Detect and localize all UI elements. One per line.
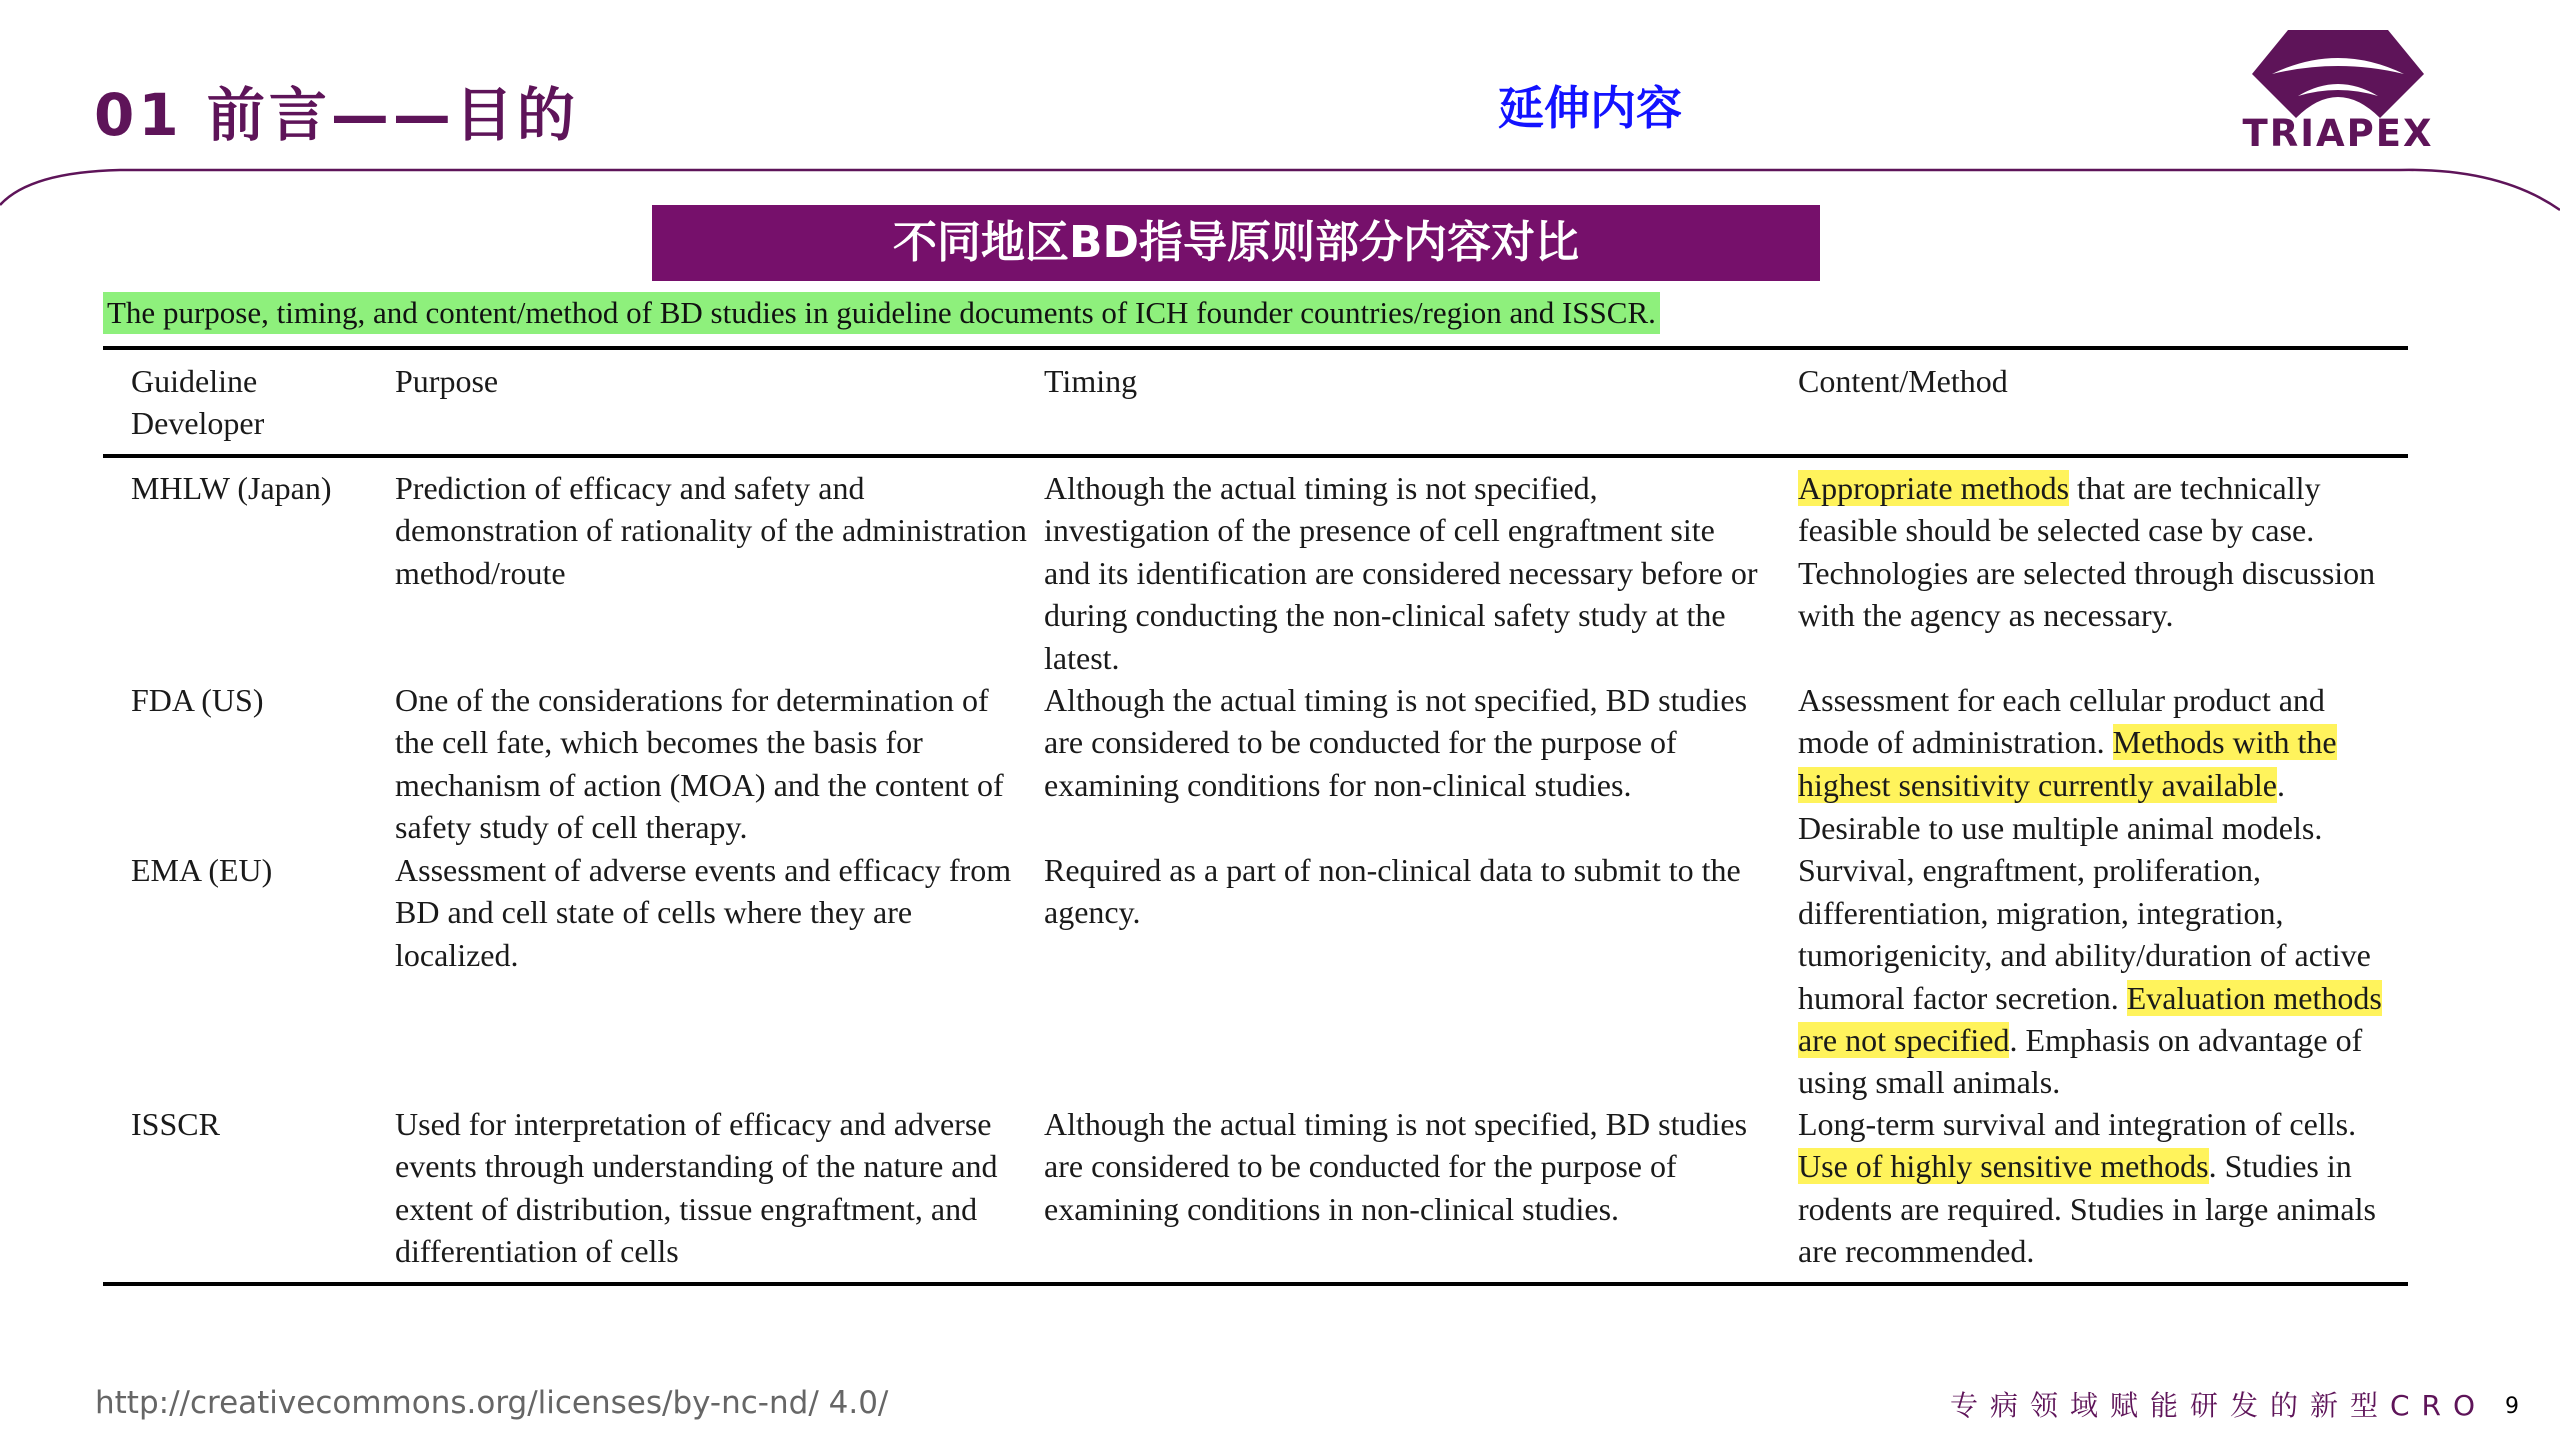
row-ema-developer: EMA (EU) bbox=[131, 852, 273, 888]
row-mhlw-timing: Although the actual timing is not specified, investigation of the presence of cell engraftment site and its identification are considered necessary before or during conducting the non-clinical safety study at the latest. bbox=[1044, 470, 1758, 676]
header-timing: Timing bbox=[1044, 363, 1138, 399]
row-isscr-developer: ISSCR bbox=[131, 1106, 220, 1142]
row-fda-timing: Although the actual timing is not specified, BD studies are considered to be conducted for the purpose of examining conditions for non-clinical studies. bbox=[1044, 682, 1748, 803]
row-fda-content bbox=[1798, 679, 2398, 806]
extended-content-link[interactable]: 延伸内容 bbox=[1498, 81, 1682, 135]
content-segment: Assessment for each cellular product and mode of administration. bbox=[1798, 682, 2325, 761]
row-ema-timing: Required as a part of non-clinical data to submit to the agency. bbox=[1044, 852, 1741, 931]
content-segment: that are technically feasible should be selected case by case. Technologies are selected through discussion with the agency as necessary. bbox=[1798, 470, 2376, 634]
row-mhlw-content bbox=[1798, 467, 2398, 637]
page-number: 9 bbox=[2505, 1394, 2519, 1419]
table-top-rule bbox=[103, 346, 2408, 350]
header-content-method: Content/Method bbox=[1798, 363, 2008, 399]
comparison-banner: 不同地区BD指导原则部分内容对比 bbox=[652, 205, 1820, 281]
table-bottom-rule bbox=[103, 1282, 2408, 1286]
content-segment: Use of highly sensitive methods bbox=[1798, 1148, 2209, 1185]
row-isscr-timing: Although the actual timing is not specified, BD studies are considered to be conducted for the purpose of examining conditions in non-clinical studies. bbox=[1044, 1106, 1748, 1227]
content-segment: . bbox=[2276, 766, 2285, 803]
content-segment: Appropriate methods bbox=[1798, 470, 2070, 506]
content-segment: . Emphasis on advantage of using small animals. bbox=[1798, 1022, 2363, 1101]
row-ema-purpose: Assessment of adverse events and efficacy from BD and cell state of cells where they are localized. bbox=[395, 852, 1012, 973]
row-isscr-content bbox=[1798, 1103, 2398, 1273]
row-mhlw-purpose: Prediction of efficacy and safety and demonstration of rationality of the administration method/route bbox=[395, 470, 1027, 591]
table-caption: The purpose, timing, and content/method of BD studies in guideline documents of ICH founder countries/region and ISSCR. bbox=[103, 292, 1660, 334]
header-purpose: Purpose bbox=[395, 363, 499, 399]
row-ema-content bbox=[1798, 807, 2398, 1104]
row-mhlw-developer: MHLW (Japan) bbox=[131, 470, 332, 506]
content-segment: Long-term survival and integration of cells. bbox=[1798, 1106, 2357, 1142]
row-isscr-purpose: Used for interpretation of efficacy and adverse events through understanding of the nature and extent of distribution, tissue engraftment, and differentiation of cells bbox=[395, 1106, 998, 1270]
row-fda-developer: FDA (US) bbox=[131, 682, 264, 718]
table-header-rule bbox=[103, 454, 2408, 458]
content-segment: Methods with the highest sensitivity currently available bbox=[1798, 724, 2337, 803]
company-tagline: 专病领域赋能研发的新型CRO bbox=[1950, 1389, 2488, 1422]
page-title: 01 前言——目的 bbox=[94, 81, 579, 149]
content-segment: Evaluation methods are not specified bbox=[1798, 979, 2382, 1059]
logo-wordmark: TRIAPEX bbox=[2242, 112, 2434, 155]
content-segment: Desirable to use multiple animal models. Survival, engraftment, proliferation, differentiation, migration, integration, tumorigenicity, and ability/duration of active humoral factor secretion. bbox=[1798, 810, 2371, 1016]
content-segment: . Studies in rodents are required. Studies in large animals are recommended. bbox=[1798, 1148, 2376, 1270]
row-fda-purpose: One of the considerations for determination of the cell fate, which becomes the basis for mechanism of action (MOA) and the content of safety study of cell therapy. bbox=[395, 682, 1004, 846]
header-guideline-developer: Guideline Developer bbox=[131, 363, 265, 442]
license-url-link[interactable]: http://creativecommons.org/licenses/by-nc-nd/ 4.0/ bbox=[95, 1385, 889, 1421]
